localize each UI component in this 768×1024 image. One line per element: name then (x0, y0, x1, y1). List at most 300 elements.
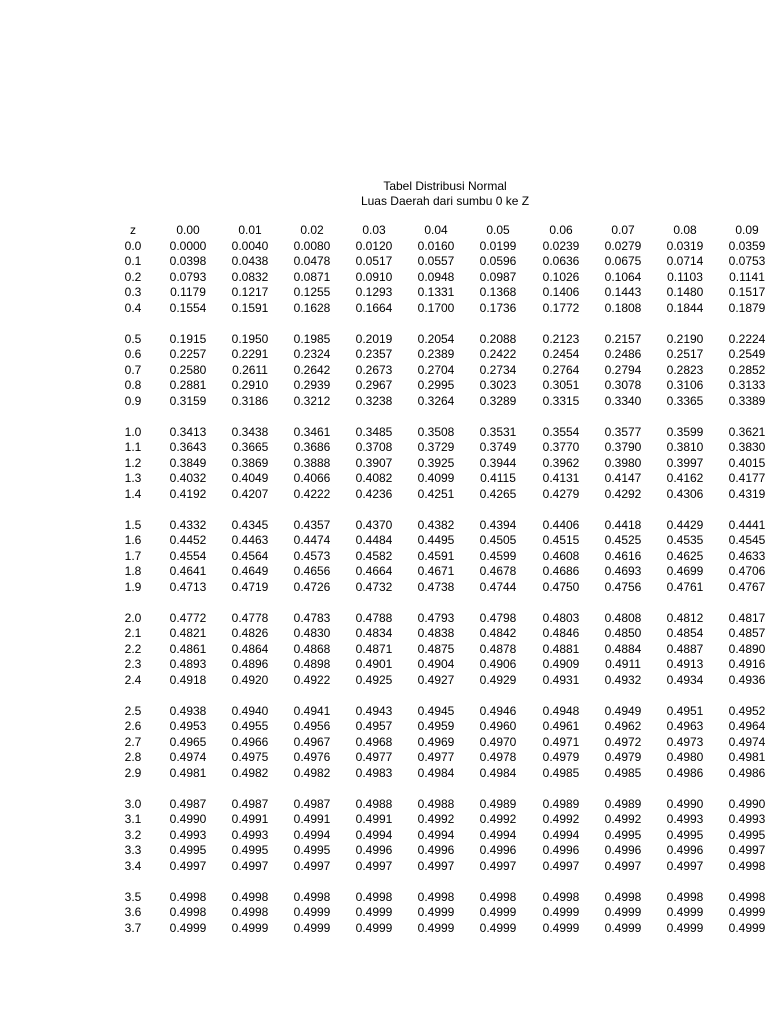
table-row (0, 843, 768, 859)
table-cell: 0.4999 (293, 920, 331, 935)
table-cell: 0.3997 (666, 455, 704, 470)
table-cell: 0.4236 (355, 486, 393, 501)
table-cell: 0.4994 (355, 827, 393, 842)
table-cell: 0.4871 (355, 641, 393, 656)
column-header: 0.08 (673, 223, 697, 237)
z-value: 3.2 (124, 827, 142, 842)
table-row (0, 766, 768, 782)
z-value: 1.9 (124, 579, 142, 594)
z-value: 3.6 (124, 905, 142, 919)
table-cell: 0.2642 (293, 362, 331, 377)
table-cell: 0.4981 (728, 750, 766, 764)
table-cell: 0.4989 (479, 796, 517, 811)
table-row (0, 378, 768, 394)
table-cell: 0.4975 (231, 750, 269, 764)
table-cell: 0.4803 (542, 610, 580, 625)
table-row (0, 239, 768, 255)
table-cell: 0.4997 (728, 843, 766, 857)
z-value: 0.3 (124, 285, 142, 299)
table-cell: 0.4913 (666, 657, 704, 671)
table-cell: 0.4332 (169, 517, 207, 532)
table-cell: 0.4898 (293, 657, 331, 671)
table-cell: 0.4418 (604, 517, 642, 532)
table-cell: 0.4988 (417, 796, 455, 811)
table-cell: 0.4564 (231, 548, 269, 563)
table-cell: 0.4535 (666, 533, 704, 547)
table-cell: 0.4992 (479, 812, 517, 826)
table-cell: 0.4838 (417, 626, 455, 640)
table-cell: 0.4977 (417, 750, 455, 764)
table-row (0, 921, 768, 937)
z-value: 1.6 (124, 533, 142, 547)
table-cell: 0.4999 (417, 905, 455, 919)
table-cell: 0.4812 (666, 610, 704, 625)
z-value: 2.0 (124, 610, 142, 625)
table-cell: 0.4406 (542, 517, 580, 532)
table-cell: 0.4904 (417, 657, 455, 671)
table-cell: 0.4995 (728, 827, 766, 842)
table-cell: 0.2794 (604, 362, 642, 377)
table-cell: 0.4996 (542, 843, 580, 857)
table-subtitle: Luas Daerah dari sumbu 0 ke Z (360, 194, 530, 208)
table-cell: 0.4890 (728, 641, 766, 656)
table-cell: 0.4998 (479, 889, 517, 904)
table-cell: 0.4941 (293, 703, 331, 718)
table-cell: 0.4279 (542, 486, 580, 501)
table-cell: 0.1293 (355, 285, 393, 299)
table-cell: 0.2257 (169, 347, 207, 361)
table-header-row (0, 223, 768, 239)
table-cell: 0.4985 (542, 765, 580, 780)
z-value: 1.0 (124, 424, 142, 439)
table-cell: 0.2357 (355, 347, 393, 361)
table-cell: 0.3212 (293, 393, 331, 408)
table-cell: 0.4772 (169, 610, 207, 625)
table-cell: 0.4956 (293, 719, 331, 733)
table-cell: 0.4967 (293, 734, 331, 749)
table-row (0, 750, 768, 766)
table-cell: 0.4850 (604, 626, 642, 640)
table-cell: 0.2324 (293, 347, 331, 361)
table-cell: 0.4946 (479, 703, 517, 718)
table-cell: 0.4998 (728, 889, 766, 904)
table-cell: 0.4997 (169, 858, 207, 873)
z-value: 3.1 (124, 812, 142, 826)
table-cell: 0.4993 (728, 812, 766, 826)
table-cell: 0.2157 (604, 331, 642, 346)
table-cell: 0.4998 (542, 889, 580, 904)
table-cell: 0.4515 (542, 533, 580, 547)
table-cell: 0.2019 (355, 331, 393, 346)
table-cell: 0.3830 (728, 440, 766, 454)
table-cell: 0.4783 (293, 610, 331, 625)
column-header: 0.07 (611, 223, 635, 237)
table-cell: 0.0120 (355, 238, 393, 253)
table-cell: 0.4641 (169, 564, 207, 578)
table-cell: 0.0359 (728, 238, 766, 253)
table-cell: 0.0478 (293, 254, 331, 268)
table-row (0, 394, 768, 410)
table-cell: 0.2967 (355, 378, 393, 392)
table-cell: 0.1808 (604, 300, 642, 315)
table-cell: 0.4732 (355, 579, 393, 594)
z-value: 1.3 (124, 471, 142, 485)
z-value: 1.1 (124, 440, 142, 454)
table-cell: 0.4177 (728, 471, 766, 485)
table-cell: 0.4951 (666, 703, 704, 718)
z-value: 0.0 (124, 238, 142, 253)
table-cell: 0.2422 (479, 347, 517, 361)
table-cell: 0.4162 (666, 471, 704, 485)
table-cell: 0.4545 (728, 533, 766, 547)
table-cell: 0.3106 (666, 378, 704, 392)
table-title: Tabel Distribusi Normal (383, 179, 507, 193)
table-cell: 0.1480 (666, 285, 704, 299)
table-row (0, 285, 768, 301)
table-cell: 0.4115 (480, 471, 516, 485)
table-cell: 0.2454 (542, 347, 580, 361)
table-cell: 0.4265 (479, 486, 517, 501)
table-cell: 0.4995 (231, 843, 269, 857)
column-header: 0.06 (549, 223, 573, 237)
z-value: 1.2 (124, 455, 142, 470)
table-cell: 0.3577 (604, 424, 642, 439)
table-cell: 0.3413 (169, 424, 207, 439)
table-cell: 0.2704 (417, 362, 455, 377)
table-cell: 0.4525 (604, 533, 642, 547)
table-cell: 0.4992 (417, 812, 455, 826)
table-cell: 0.4846 (542, 626, 580, 640)
table-cell: 0.4998 (666, 889, 704, 904)
table-row (0, 440, 768, 456)
table-cell: 0.4974 (728, 734, 766, 749)
table-cell: 0.3438 (231, 424, 269, 439)
table-cell: 0.0596 (479, 254, 517, 268)
table-cell: 0.4999 (417, 920, 455, 935)
table-cell: 0.3729 (417, 440, 455, 454)
table-cell: 0.4738 (417, 579, 455, 594)
table-cell: 0.4987 (293, 796, 331, 811)
table-cell: 0.4999 (293, 905, 331, 919)
table-cell: 0.4429 (666, 517, 704, 532)
table-cell: 0.4147 (604, 471, 642, 485)
table-cell: 0.4066 (293, 471, 331, 485)
table-cell: 0.4965 (169, 734, 207, 749)
table-row (0, 332, 768, 348)
table-cell: 0.4995 (666, 827, 704, 842)
table-cell: 0.2088 (479, 331, 517, 346)
table-cell: 0.1554 (169, 300, 207, 315)
z-value: 2.2 (124, 641, 142, 656)
table-cell: 0.4961 (542, 719, 580, 733)
table-cell: 0.4868 (293, 641, 331, 656)
table-cell: 0.4382 (417, 517, 455, 532)
table-row (0, 797, 768, 813)
table-cell: 0.1664 (355, 300, 393, 315)
table-cell: 0.3078 (604, 378, 642, 392)
table-cell: 0.3365 (666, 393, 704, 408)
table-cell: 0.4099 (417, 471, 455, 485)
z-value: 1.7 (124, 548, 142, 563)
table-cell: 0.0714 (666, 254, 704, 268)
table-cell: 0.4999 (604, 905, 642, 919)
table-cell: 0.4726 (293, 579, 331, 594)
table-cell: 0.4999 (604, 920, 642, 935)
table-cell: 0.0832 (231, 269, 269, 284)
table-cell: 0.4706 (728, 564, 766, 578)
z-value: 2.8 (124, 750, 142, 764)
table-cell: 0.2549 (728, 347, 766, 361)
table-cell: 0.3508 (417, 424, 455, 439)
table-cell: 0.4945 (417, 703, 455, 718)
z-value: 0.6 (124, 347, 142, 361)
table-cell: 0.4991 (231, 812, 269, 826)
table-cell: 0.4966 (231, 734, 269, 749)
table-cell: 0.4969 (417, 734, 455, 749)
table-cell: 0.4982 (293, 765, 331, 780)
table-cell: 0.3980 (604, 455, 642, 470)
table-cell: 0.4633 (728, 548, 766, 563)
table-cell: 0.4474 (293, 533, 331, 547)
table-cell: 0.1217 (231, 285, 269, 299)
table-cell: 0.4963 (666, 719, 704, 733)
table-cell: 0.4744 (479, 579, 517, 594)
table-cell: 0.4990 (728, 796, 766, 811)
table-cell: 0.3159 (169, 393, 207, 408)
table-cell: 0.4998 (604, 889, 642, 904)
table-cell: 0.3340 (604, 393, 642, 408)
table-cell: 0.4999 (666, 920, 704, 935)
table-cell: 0.1772 (542, 300, 580, 315)
table-cell: 0.4993 (169, 827, 207, 842)
table-cell: 0.4750 (542, 579, 580, 594)
table-cell: 0.0160 (417, 238, 455, 253)
table-cell: 0.4957 (355, 719, 393, 733)
table-cell: 0.3907 (355, 455, 393, 470)
table-cell: 0.4441 (728, 517, 766, 532)
table-cell: 0.4997 (542, 858, 580, 873)
table-cell: 0.4909 (542, 657, 580, 671)
table-cell: 0.2673 (355, 362, 393, 377)
table-row (0, 890, 768, 906)
table-cell: 0.4821 (169, 626, 207, 640)
table-cell: 0.4973 (666, 734, 704, 749)
table-cell: 0.4972 (604, 734, 642, 749)
table-cell: 0.4984 (417, 765, 455, 780)
table-cell: 0.3315 (542, 393, 580, 408)
table-cell: 0.3790 (604, 440, 642, 454)
table-cell: 0.4976 (293, 750, 331, 764)
table-cell: 0.4982 (231, 765, 269, 780)
table-cell: 0.4991 (355, 812, 393, 826)
z-value: 3.7 (124, 920, 142, 935)
table-row (0, 611, 768, 627)
table-cell: 0.1179 (170, 285, 206, 299)
table-cell: 0.4778 (231, 610, 269, 625)
table-cell: 0.0000 (169, 238, 207, 253)
table-cell: 0.4997 (479, 858, 517, 873)
table-cell: 0.4999 (542, 920, 580, 935)
z-value: 0.4 (124, 300, 142, 315)
table-cell: 0.3925 (417, 455, 455, 470)
table-cell: 0.4884 (604, 641, 642, 656)
table-cell: 0.4998 (728, 858, 766, 873)
table-cell: 0.3849 (169, 455, 207, 470)
table-row (0, 905, 768, 921)
table-row (0, 518, 768, 534)
table-cell: 0.4996 (355, 843, 393, 857)
table-cell: 0.4936 (728, 672, 766, 687)
table-cell: 0.0871 (293, 269, 331, 284)
table-cell: 0.4999 (231, 920, 269, 935)
table-cell: 0.4995 (169, 843, 207, 857)
table-cell: 0.3810 (666, 440, 704, 454)
table-cell: 0.3531 (479, 424, 517, 439)
table-cell: 0.4756 (604, 579, 642, 594)
table-cell: 0.1331 (417, 285, 455, 299)
table-cell: 0.3186 (231, 393, 269, 408)
table-cell: 0.4656 (293, 564, 331, 578)
table-row (0, 270, 768, 286)
table-cell: 0.1103 (667, 269, 703, 284)
table-cell: 0.4994 (417, 827, 455, 842)
table-cell: 0.4925 (355, 672, 393, 687)
table-cell: 0.3389 (728, 393, 766, 408)
table-cell: 0.3554 (542, 424, 580, 439)
table-row (0, 626, 768, 642)
table-cell: 0.2764 (542, 362, 580, 377)
table-cell: 0.3023 (479, 378, 517, 392)
z-value: 2.4 (124, 672, 142, 687)
z-value: 2.6 (124, 719, 142, 733)
table-cell: 0.4993 (231, 827, 269, 842)
table-cell: 0.4505 (479, 533, 517, 547)
table-row (0, 828, 768, 844)
table-cell: 0.2995 (417, 378, 455, 392)
table-cell: 0.4463 (231, 533, 269, 547)
table-cell: 0.4999 (355, 920, 393, 935)
table-cell: 0.4949 (604, 703, 642, 718)
table-cell: 0.4664 (355, 564, 393, 578)
table-row (0, 704, 768, 720)
table-cell: 0.4960 (479, 719, 517, 733)
table-cell: 0.4995 (293, 843, 331, 857)
table-row (0, 254, 768, 270)
table-cell: 0.4940 (231, 703, 269, 718)
table-cell: 0.4901 (355, 657, 393, 671)
table-cell: 0.1064 (604, 269, 642, 284)
table-cell: 0.4998 (231, 889, 269, 904)
table-cell: 0.2486 (604, 347, 642, 361)
table-cell: 0.4985 (604, 765, 642, 780)
table-cell: 0.0517 (355, 254, 393, 268)
table-row (0, 673, 768, 689)
table-cell: 0.3133 (728, 378, 766, 392)
table-cell: 0.4854 (666, 626, 704, 640)
table-row (0, 719, 768, 735)
z-value: 1.8 (124, 564, 142, 578)
table-cell: 0.4974 (169, 750, 207, 764)
table-cell: 0.4998 (169, 905, 207, 919)
table-row (0, 347, 768, 363)
table-cell: 0.3944 (479, 455, 517, 470)
table-cell: 0.4616 (604, 548, 642, 563)
table-row (0, 533, 768, 549)
column-header: 0.05 (486, 223, 510, 237)
table-cell: 0.3461 (293, 424, 331, 439)
table-cell: 0.3686 (293, 440, 331, 454)
table-cell: 0.3051 (542, 378, 580, 392)
z-value: 2.3 (124, 657, 142, 671)
table-cell: 0.4452 (169, 533, 207, 547)
table-cell: 0.4834 (355, 626, 393, 640)
z-value: 0.5 (124, 331, 142, 346)
z-value: 2.7 (124, 734, 142, 749)
table-cell: 0.4968 (355, 734, 393, 749)
table-cell: 0.1368 (479, 285, 517, 299)
table-cell: 0.4893 (169, 657, 207, 671)
table-cell: 0.4983 (355, 765, 393, 780)
table-cell: 0.4015 (728, 455, 766, 470)
table-cell: 0.4953 (169, 719, 207, 733)
table-cell: 0.4582 (355, 548, 393, 563)
table-cell: 0.4977 (355, 750, 393, 764)
table-cell: 0.4817 (728, 610, 766, 625)
table-cell: 0.4987 (169, 796, 207, 811)
table-cell: 0.4993 (666, 812, 704, 826)
column-header: 0.01 (238, 223, 262, 237)
table-cell: 0.4992 (604, 812, 642, 826)
table-cell: 0.0398 (169, 254, 207, 268)
table-cell: 0.4998 (293, 889, 331, 904)
table-cell: 0.4591 (417, 548, 455, 563)
table-cell: 0.4990 (169, 812, 207, 826)
table-cell: 0.4032 (169, 471, 207, 485)
z-value: 0.2 (124, 269, 142, 284)
table-cell: 0.4131 (542, 471, 580, 485)
table-cell: 0.4999 (479, 920, 517, 935)
table-cell: 0.2517 (666, 347, 704, 361)
table-cell: 0.4306 (666, 486, 704, 501)
table-cell: 0.4999 (728, 905, 766, 919)
table-cell: 0.1736 (479, 300, 517, 315)
column-header: 0.00 (176, 223, 200, 237)
table-cell: 0.4994 (293, 827, 331, 842)
table-cell: 0.4916 (728, 657, 766, 671)
table-cell: 0.4995 (604, 827, 642, 842)
table-cell: 0.2823 (666, 362, 704, 377)
z-column-header: z (130, 223, 136, 237)
table-cell: 0.4918 (169, 672, 207, 687)
table-cell: 0.4997 (417, 858, 455, 873)
table-cell: 0.4761 (666, 579, 704, 594)
table-cell: 0.4292 (604, 486, 642, 501)
table-cell: 0.4896 (231, 657, 269, 671)
table-cell: 0.4948 (542, 703, 580, 718)
table-cell: 0.4864 (231, 641, 269, 656)
table-cell: 0.4988 (355, 796, 393, 811)
table-cell: 0.4693 (604, 564, 642, 578)
table-cell: 0.0239 (542, 238, 580, 253)
table-cell: 0.2852 (728, 362, 766, 377)
z-value: 1.4 (124, 486, 142, 501)
table-cell: 0.1950 (231, 331, 269, 346)
table-cell: 0.3264 (417, 393, 455, 408)
table-cell: 0.0948 (417, 269, 455, 284)
table-cell: 0.4842 (479, 626, 517, 640)
table-cell: 0.0080 (293, 238, 331, 253)
table-cell: 0.0793 (169, 269, 207, 284)
